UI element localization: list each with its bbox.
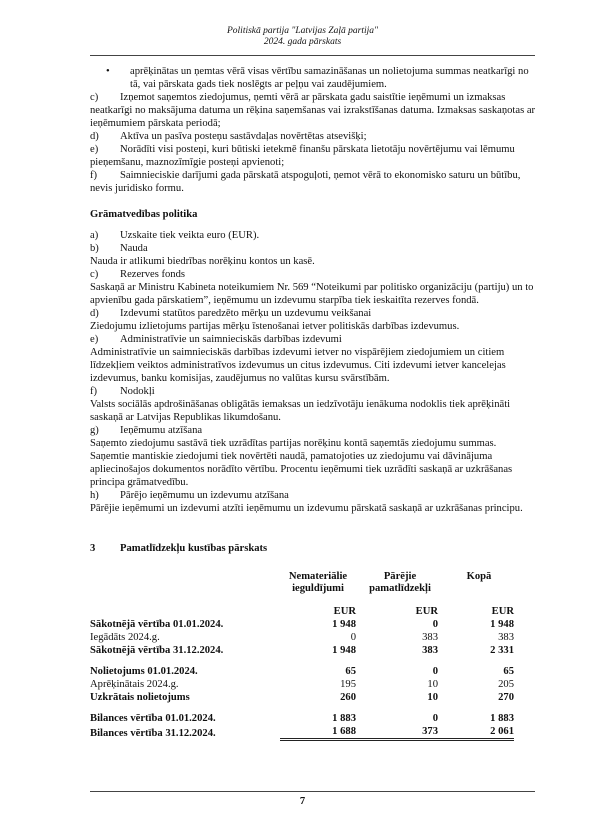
table-row (90, 644, 514, 657)
table-row (90, 691, 514, 704)
item-label: d) (90, 131, 99, 142)
item-text: Valsts sociālās apdrošināšanas obligātās iemaksas un iedzīvotāju ienākuma nodoklis tiek aprēķināti saskaņā ar Latvijas Republikas likumdošanu. (90, 399, 511, 423)
item-text: Nauda ir atlikumi biedrības norēķinu kontos un kasē. (90, 256, 315, 267)
table-row (90, 665, 514, 678)
cell-value: 1 948 (490, 619, 514, 630)
table-row (90, 725, 514, 740)
list-item (90, 169, 538, 195)
item-title: Rezerves fonds (120, 269, 186, 280)
bullet-text: aprēķinātas un ņemtas vērā visas vērtību samazināšanas un nolietojuma summas neatkarīgi no tā, vai pārskata gads tiek noslēgts ar peļņu vai zaudējumiem. (130, 66, 529, 90)
list-item (90, 143, 538, 169)
item-label: d) (90, 308, 99, 319)
item-text: Izņemot saņemtos ziedojumus, ņemti vērā ar pārskata gadu saistītie ieņēmumi un izmaksas neatkarīgi no maksājuma datuma un rēķina saņemšanas vai izrakstīšanas datuma. Izmaksas saskaņotas ar ieņēmumiem pārskata periodā; (90, 92, 536, 129)
cell-value: 205 (498, 679, 514, 690)
policy-item (90, 307, 538, 333)
cell-value: 0 (432, 666, 438, 677)
cell-value: 65 (345, 666, 356, 677)
item-label: c) (90, 92, 99, 103)
item-title: Ieņēmumu atzīšana (120, 425, 203, 436)
empty-cell (90, 605, 280, 618)
policy-item-title (90, 385, 538, 398)
cell-value: 65 (503, 666, 514, 677)
item-label: e) (90, 334, 99, 345)
cell-value: 1 883 (332, 713, 356, 724)
row-label: Sākotnējā vērtība 01.01.2024. (90, 619, 224, 630)
document-body (90, 65, 538, 515)
cell-value: 270 (498, 692, 514, 703)
policy-item (90, 242, 538, 268)
bullet-item (106, 65, 538, 91)
policy-item-title (90, 242, 538, 255)
header-party-name: Politiskā partija "Latvijas Zaļā partija" (226, 26, 379, 36)
cell-value: 10 (427, 692, 438, 703)
item-title: Uzskaite tiek veikta euro (EUR). (120, 230, 260, 241)
cell-value: 383 (498, 632, 514, 643)
empty-cell (90, 571, 280, 595)
row-label: Iegādāts 2024.g. (90, 632, 160, 643)
row-label: Nolietojums 01.01.2024. (90, 666, 198, 677)
cell-value: 1 883 (490, 713, 514, 724)
policy-item-title (90, 268, 538, 281)
spacer-row (90, 595, 514, 605)
row-label: Bilances vērtība 31.12.2024. (90, 727, 216, 739)
policy-item-title (90, 229, 538, 242)
policy-list (90, 229, 538, 515)
table-row (90, 618, 514, 631)
item-label: g) (90, 425, 99, 436)
spacer-row (90, 657, 514, 665)
item-label: h) (90, 490, 99, 501)
cell-value: 2 331 (490, 645, 514, 656)
cell-value: 2 061 (438, 725, 514, 740)
policy-item (90, 424, 538, 489)
cell-value: 1 948 (332, 645, 356, 656)
section-heading (90, 542, 538, 555)
item-text: Norādīti visi posteņi, kuri būtiski ietekmē finanšu pārskata lietotāju novērtējumu vai lēmumu pieņemšanu, maznozīmīgie posteņi apvienoti; (90, 144, 515, 168)
policy-item-title (90, 333, 538, 346)
bullet-icon: • (106, 66, 110, 77)
cell-value: 1 948 (332, 619, 356, 630)
row-label: Aprēķinātais 2024.g. (90, 679, 179, 690)
section-title: Pamatlīdzekļu kustības pārskats (120, 543, 268, 554)
policy-item (90, 333, 538, 385)
list-item (90, 91, 538, 130)
policy-item (90, 268, 538, 307)
column-header: Nemateriālie ieguldījumi (288, 571, 348, 594)
page-number: 7 (299, 796, 306, 807)
item-label: f) (90, 386, 98, 397)
column-header: Pārējie pamatlīdzekļi (369, 571, 431, 594)
cell-value: 0 (350, 632, 356, 643)
cell-value: 0 (432, 619, 438, 630)
cell-value: 373 (356, 725, 438, 740)
item-label: e) (90, 144, 99, 155)
cell-value: 0 (432, 713, 438, 724)
item-title: Izdevumi statūtos paredzēto mērķu un uzdevumu veikšanai (120, 308, 372, 319)
item-text: Saskaņā ar Ministru Kabineta noteikumiem Nr. 569 “Noteikumi par politisko organizāciju (partiju) un to apvienību gada pārskatiem”, ieņēmumu un izdevumu starpība tiek ieskaitīta rezerves fondā. (90, 282, 534, 306)
cell-value: 260 (340, 692, 356, 703)
policy-item-title (90, 424, 538, 437)
row-label: Bilances vērtība 01.01.2024. (90, 713, 216, 724)
currency-row (90, 605, 514, 618)
item-title: Administratīvie un saimnieciskās darbības izdevumi (120, 334, 342, 345)
item-text: Saņemto ziedojumu sastāvā tiek uzrādītas partijas norēķinu kontā saņemtās ziedojumu summas. Saņemtie mantiskie ziedojumi tiek novērtēti naudā, pamatojoties uz ziedojumu vai dāvinājuma apliecinošajos dokumentos norādīto vērtību. Procentu ieņēmumi tiek uzrādīti saskaņā ar uzkrāšanas principa grāmatvedību. (90, 438, 513, 488)
row-label: Sākotnējā vērtība 31.12.2024. (90, 645, 224, 656)
item-text: Aktīva un pasīva posteņu sastāvdaļas novērtētas atsevišķi; (120, 131, 367, 142)
item-label: a) (90, 230, 99, 241)
policy-item-title (90, 307, 538, 320)
section-number: 3 (90, 543, 96, 554)
item-title: Nauda (120, 243, 148, 254)
item-text: Saimnieciskie darījumi gada pārskatā atspoguļoti, ņemot vērā to ekonomisko saturu un būtību, nevis juridisko formu. (90, 170, 521, 194)
policy-item-title (90, 489, 538, 502)
policy-item (90, 229, 538, 242)
table-row (90, 712, 514, 725)
list-item (90, 130, 538, 143)
table-header-row (90, 571, 514, 595)
item-title: Pārējo ieņēmumu un izdevumu atzīšana (120, 490, 289, 501)
row-label: Uzkrātais nolietojums (90, 692, 190, 703)
policy-item (90, 489, 538, 515)
policy-heading: Grāmatvedības politika (90, 209, 198, 220)
cell-value: 1 688 (280, 725, 356, 740)
cell-value: 383 (422, 632, 438, 643)
item-title: Nodokļi (120, 386, 155, 397)
cell-value: 383 (422, 645, 438, 656)
spacer-row (90, 704, 514, 712)
item-label: c) (90, 269, 99, 280)
header-rule (90, 55, 535, 56)
currency-label: EUR (415, 606, 438, 617)
cell-value: 195 (340, 679, 356, 690)
currency-label: EUR (491, 606, 514, 617)
cell-value: 10 (427, 679, 438, 690)
table-row (90, 678, 514, 691)
fixed-assets-table (90, 571, 514, 741)
item-text: Administratīvie un saimnieciskās darbības izdevumi ietver no vispārējiem ziedojumiem un citiem līdzekļiem veiktos administratīvos izdevumus un citus izdevumus. Citi izdevumi ietver kancelejas izdevumus, banku komisijas, zaudējumus no valūtas kursu svārstībām. (90, 347, 506, 384)
page-header (0, 26, 605, 48)
item-label: b) (90, 243, 99, 254)
item-text: Pārējie ieņēmumi un izdevumi atzīti ieņēmumu un izdevumu pārskatā saskaņā ar uzkrāšanas principu. (90, 503, 523, 514)
header-report-year: 2024. gada pārskats (263, 37, 342, 47)
intro-list (90, 91, 538, 195)
currency-label: EUR (333, 606, 356, 617)
footer-rule (90, 791, 535, 792)
policy-item (90, 385, 538, 424)
item-label: f) (90, 170, 98, 181)
content-column (90, 65, 538, 741)
table-row (90, 631, 514, 644)
item-text: Ziedojumu izlietojums partijas mērķu īstenošanai ietver politiskās darbības izdevumus. (90, 321, 460, 332)
column-header: Kopā (466, 571, 492, 582)
